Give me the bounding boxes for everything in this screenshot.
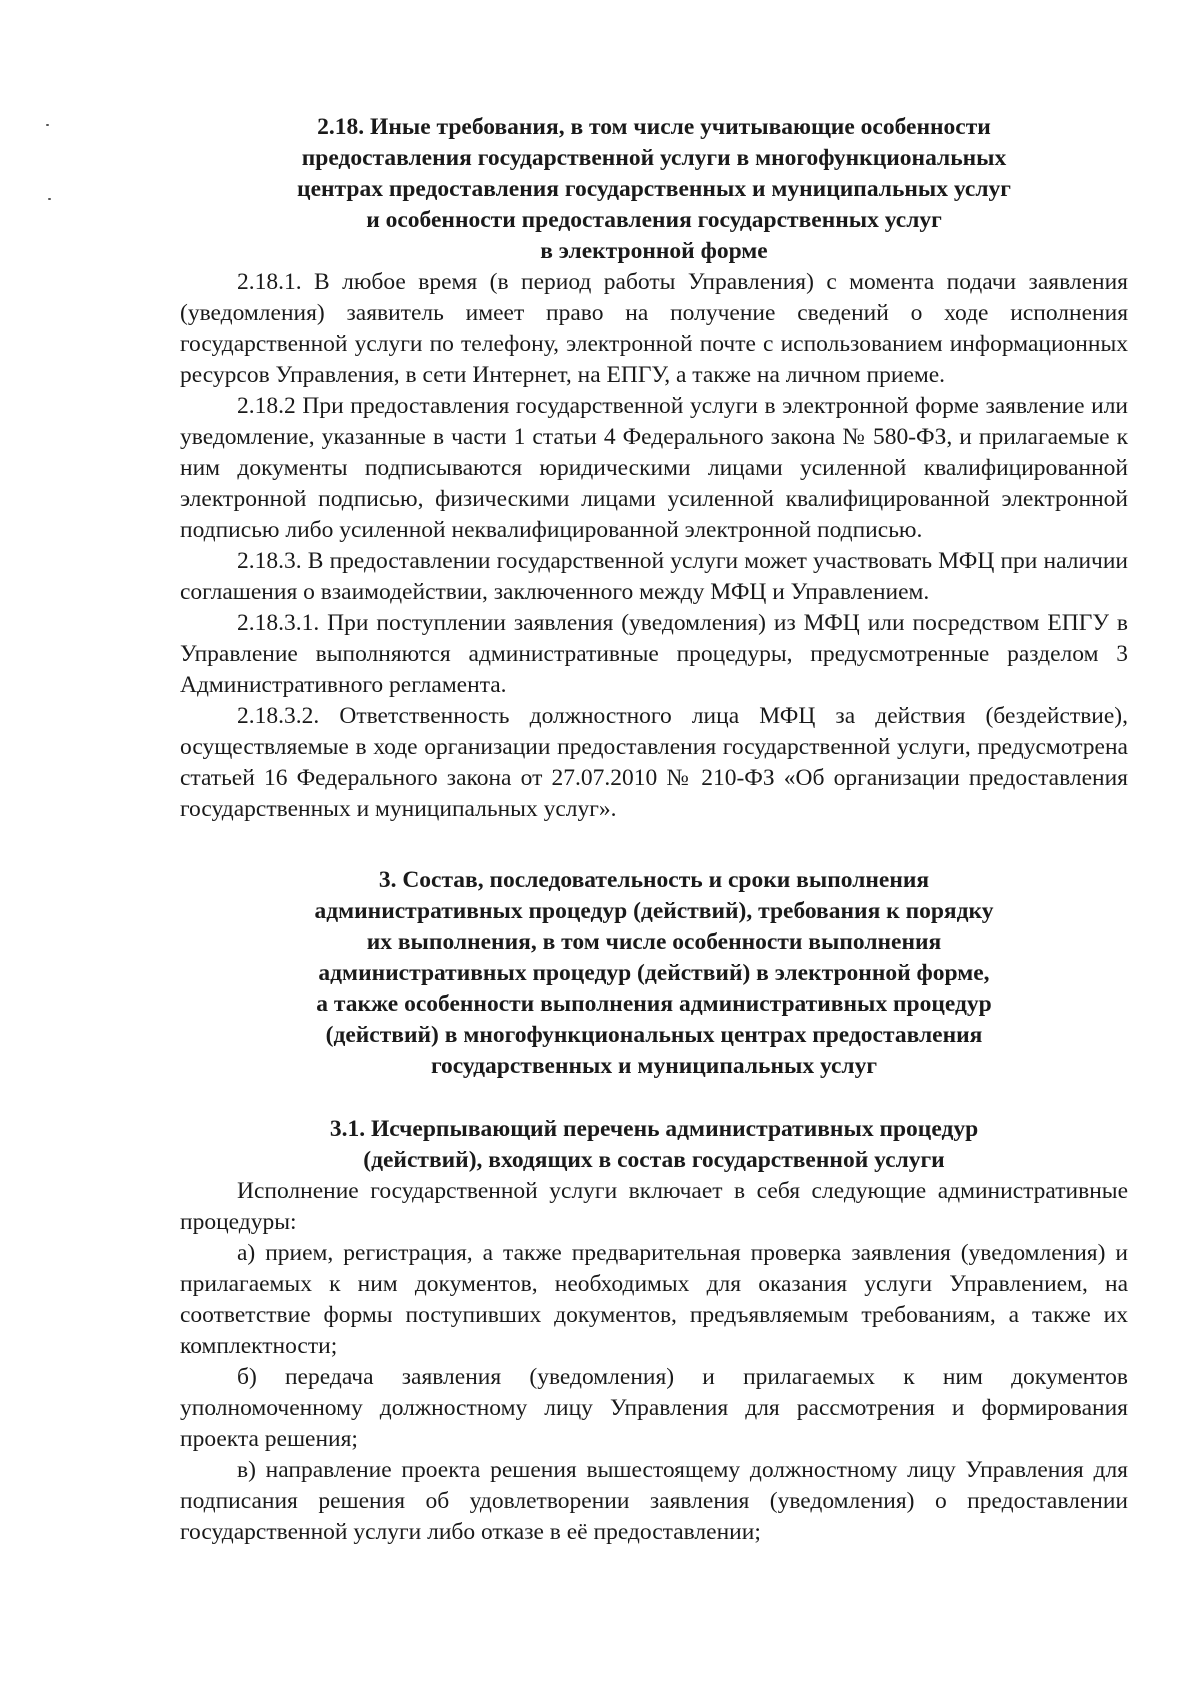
section-2-18-heading xyxy=(180,112,1128,267)
heading-line: 3. Состав, последовательность и сроки выполнения xyxy=(378,867,930,893)
paragraph-2-18-3-2: 2.18.3.2. Ответственность должностного лица МФЦ за действия (бездействие), осуществляемые в ходе организации предоставления государственной услуги, предусмотрена статьей 16 Федерального закона от 27.07.2010 № 210-ФЗ «Об организации предоставления государственных и муниципальных услуг». xyxy=(180,703,1128,822)
paragraph-2-18-3: 2.18.3. В предоставлении государственной услуги может участвовать МФЦ при наличии соглашения о взаимодействии, заключенного между МФЦ и Управлением. xyxy=(180,548,1128,605)
heading-line: центрах предоставления государственных и муниципальных услуг xyxy=(297,176,1011,202)
heading-line: административных процедур (действий), требования к порядку xyxy=(314,898,994,924)
section-3-1-heading xyxy=(180,1114,1128,1176)
paragraph-2-18-1: 2.18.1. В любое время (в период работы Управления) с момента подачи заявления (уведомления) заявитель имеет право на получение сведений о ходе исполнения государственной услуги по телефону, электронной почте с использованием информационных ресурсов Управления, в сети Интернет, на ЕПГУ, а также на личном приеме. xyxy=(180,269,1128,388)
heading-line: предоставления государственной услуги в многофункциональных xyxy=(301,145,1007,171)
list-item-v: в) направление проекта решения вышестоящему должностному лицу Управления для подписания решения об удовлетворении заявления (уведомления) о предоставлении государственной услуги либо отказе в её предоставлении; xyxy=(180,1457,1128,1545)
heading-line: государственных и муниципальных услуг xyxy=(430,1053,878,1079)
paragraph-2-18-3-1: 2.18.3.1. При поступлении заявления (уведомления) из МФЦ или посредством ЕПГУ в Управление выполняются административные процедуры, предусмотренные разделом 3 Административного регламента. xyxy=(180,610,1128,698)
heading-line: (действий) в многофункциональных центрах предоставления xyxy=(325,1022,983,1048)
section-3-heading xyxy=(180,865,1128,1082)
heading-line: а также особенности выполнения административных процедур xyxy=(316,991,992,1017)
heading-line: 2.18. Иные требования, в том числе учитывающие особенности xyxy=(317,114,991,140)
heading-line: (действий), входящих в состав государственной услуги xyxy=(363,1147,945,1173)
list-item-b: б) передача заявления (уведомления) и прилагаемых к ним документов уполномоченному должностному лицу Управления для рассмотрения и формирования проекта решения; xyxy=(180,1364,1128,1452)
heading-line: 3.1. Исчерпывающий перечень административных процедур xyxy=(329,1116,979,1142)
paragraph-2-18-2: 2.18.2 При предоставления государственной услуги в электронной форме заявление или уведомление, указанные в части 1 статьи 4 Федерального закона № 580-ФЗ, и прилагаемые к ним документы подписываются юридическими лицами усиленной квалифицированной электронной подписью, физическими лицами усиленной квалифицированной электронной подписью либо усиленной неквалифицированной электронной подписью. xyxy=(180,393,1128,543)
heading-line: их выполнения, в том числе особенности выполнения xyxy=(366,929,942,955)
heading-line: и особенности предоставления государственных услуг xyxy=(366,207,942,233)
scan-speck xyxy=(48,198,51,200)
heading-line: административных процедур (действий) в электронной форме, xyxy=(318,960,990,986)
paragraph-3-1-intro: Исполнение государственной услуги включает в себя следующие административные процедуры: xyxy=(180,1178,1128,1235)
list-item-a: а) прием, регистрация, а также предварительная проверка заявления (уведомления) и прилагаемых к ним документов, необходимых для оказания услуги Управлением, на соответствие формы поступивших документов, предъявляемым требованиям, а также их комплектности; xyxy=(180,1240,1128,1359)
document-body xyxy=(180,112,1128,1548)
heading-line: в электронной форме xyxy=(540,238,768,264)
section-spacer xyxy=(180,825,1128,865)
section-spacer xyxy=(180,1082,1128,1114)
scan-speck xyxy=(46,124,49,126)
